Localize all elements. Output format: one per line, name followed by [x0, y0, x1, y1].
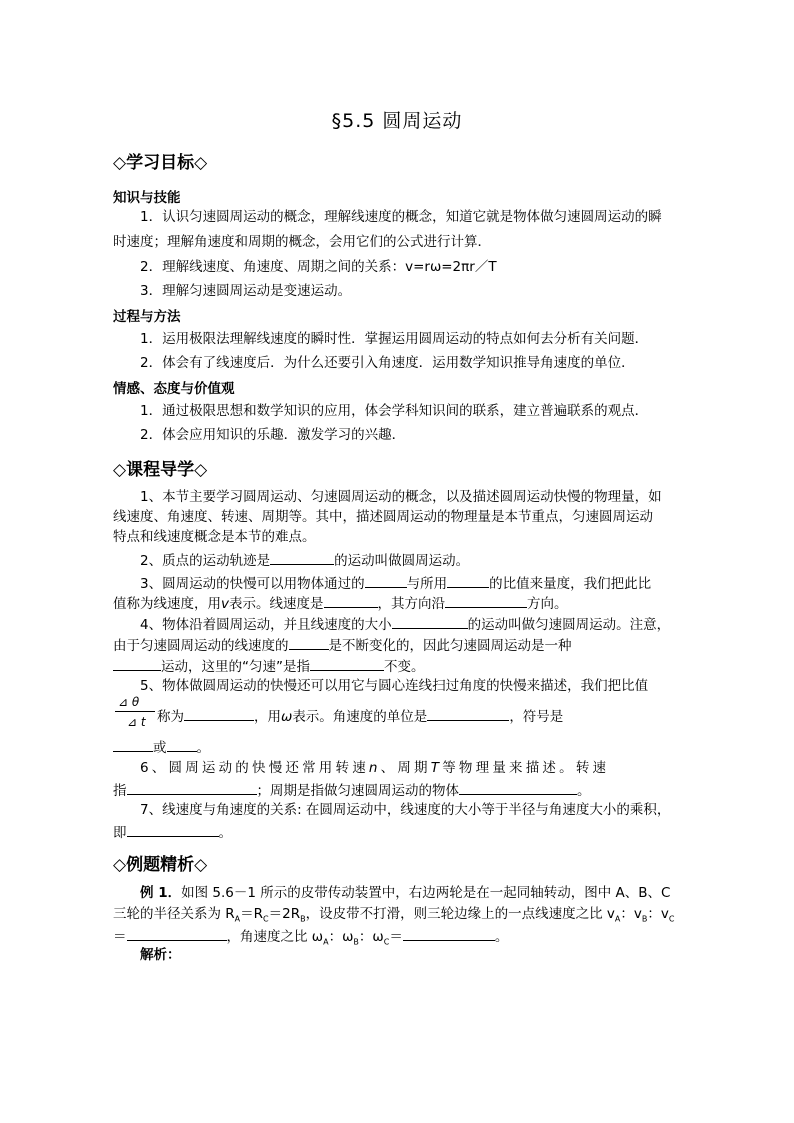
fraction-numerator: ⊿ θ	[118, 695, 140, 709]
guide-item-6: 6、圆周运动的快慢还常用转速n、周期T等物理量来描述。转速	[140, 760, 610, 776]
guide-item-4-cont: 运动，这里的“匀速”是指 不变。	[113, 656, 683, 676]
section-heading-guide: ◇课程导学◇	[113, 460, 208, 480]
fill-blank[interactable]	[113, 656, 161, 671]
fill-blank[interactable]	[392, 614, 468, 629]
fill-blank[interactable]	[447, 573, 489, 588]
guide-item-5-cont: 称为 ，用ω表示。角速度的单位是 ，符号是	[157, 706, 677, 726]
goal-text: 2．体会有了线速度后．为什么还要引入角速度．运用数学知识推导角速度的单位．	[140, 355, 635, 371]
example-1-cont: ＝ ，角速度之比 $\omega_A$：$\omega_B$：$\omega_C=$ 。	[113, 926, 683, 952]
section-heading-goals: ◇学习目标◇	[113, 153, 208, 173]
goal-text: 1．认识匀速圆周运动的概念，理解线速度的概念，知道它就是物体做匀速圆周运动的瞬	[140, 209, 662, 225]
guide-item-7-cont: 即 。	[113, 822, 683, 842]
fraction-bar	[115, 711, 155, 712]
guide-item-7: 7、线速度与角速度的关系: 在圆周运动中，线速度的大小等于半径与角速度大小的乘积，	[140, 802, 671, 818]
goal-text: 3．理解匀速圆周运动是变速运动。	[140, 283, 352, 299]
guide-item-5: 5、物体做圆周运动的快慢还可以用它与圆心连线扫过角度的快慢来描述，我们把比值	[140, 678, 649, 694]
goal-text: 时速度；理解角速度和周期的概念，会用它们的公式进行计算．	[113, 234, 491, 250]
page-title: §5.5 圆周运动	[331, 110, 463, 132]
guide-item-5-cont: 或 。	[113, 737, 683, 757]
fill-blank[interactable]	[184, 706, 254, 721]
fill-blank[interactable]	[167, 737, 197, 752]
fill-blank[interactable]	[427, 706, 509, 721]
guide-text: 特点和线速度概念是本节的难点。	[113, 529, 316, 545]
example-1: 例 1．如图 5.6－1 所示的皮带传动装置中，右边两轮是在一起同轴转动，图中 A、B、C	[140, 885, 671, 901]
fill-blank[interactable]	[127, 822, 219, 837]
fill-blank[interactable]	[127, 926, 227, 941]
fill-blank[interactable]	[365, 573, 407, 588]
section-heading-examples: ◇例题精析◇	[113, 855, 208, 875]
guide-item-4: 4、物体沿着圆周运动，并且线速度的大小 的运动叫做匀速圆周运动。注意，	[113, 614, 710, 634]
fill-blank[interactable]	[403, 926, 495, 941]
guide-item-4-cont: 由于匀速圆周运动的线速度的 是不断变化的，因此匀速圆周运动是一种	[113, 635, 683, 655]
subheading-emotion: 情感、态度与价值观	[113, 381, 235, 397]
goal-text: 2．体会应用知识的乐趣．激发学习的兴趣．	[140, 427, 406, 443]
goal-text: 2．理解线速度、角速度、周期之间的关系：v=rω=2πr／T	[140, 259, 497, 275]
goal-text: 1．通过极限思想和数学知识的应用，体会学科知识间的联系，建立普遍联系的观点．	[140, 403, 649, 419]
goal-text: 1．运用极限法理解线速度的瞬时性．掌握运用圆周运动的特点如何去分析有关问题．	[140, 331, 649, 347]
fill-blank[interactable]	[270, 550, 334, 565]
fraction-denominator: ⊿ t	[127, 715, 146, 729]
subheading-process: 过程与方法	[113, 309, 181, 325]
fill-blank[interactable]	[310, 656, 384, 671]
guide-text: 1、本节主要学习圆周运动、匀速圆周运动的概念，以及描述圆周运动快慢的物理量，如	[140, 489, 662, 505]
guide-item-3: 3、圆周运动的快慢可以用物体通过的 与所用 的比值来量度，我们把此比	[113, 573, 710, 593]
fill-blank[interactable]	[127, 780, 257, 795]
subheading-knowledge: 知识与技能	[113, 190, 181, 206]
fill-blank[interactable]	[445, 593, 527, 608]
fill-blank[interactable]	[459, 780, 577, 795]
guide-text: 线速度、角速度、转速、周期等。其中，描述圆周运动的物理量是本节重点，匀速圆周运动	[113, 509, 653, 525]
fill-blank[interactable]	[289, 635, 329, 650]
fill-blank[interactable]	[113, 737, 153, 752]
guide-item-6-cont: 指 ；周期是指做匀速圆周运动的物体 。	[113, 780, 683, 800]
fill-blank[interactable]	[324, 593, 378, 608]
analysis-label: 解析：	[140, 947, 181, 963]
example-1-cont: 三轮的半径关系为 $R_A=R_C=2R_B$，设皮带不打滑，则三轮边缘上的一点线速度之比 $v_A$：$v_B$：$v_C$	[113, 906, 675, 924]
guide-item-2: 2、质点的运动轨迹是 的运动叫做圆周运动。	[113, 550, 710, 570]
guide-item-3-cont: 值称为线速度，用v表示。线速度是 ，其方向沿 方向。	[113, 593, 683, 613]
